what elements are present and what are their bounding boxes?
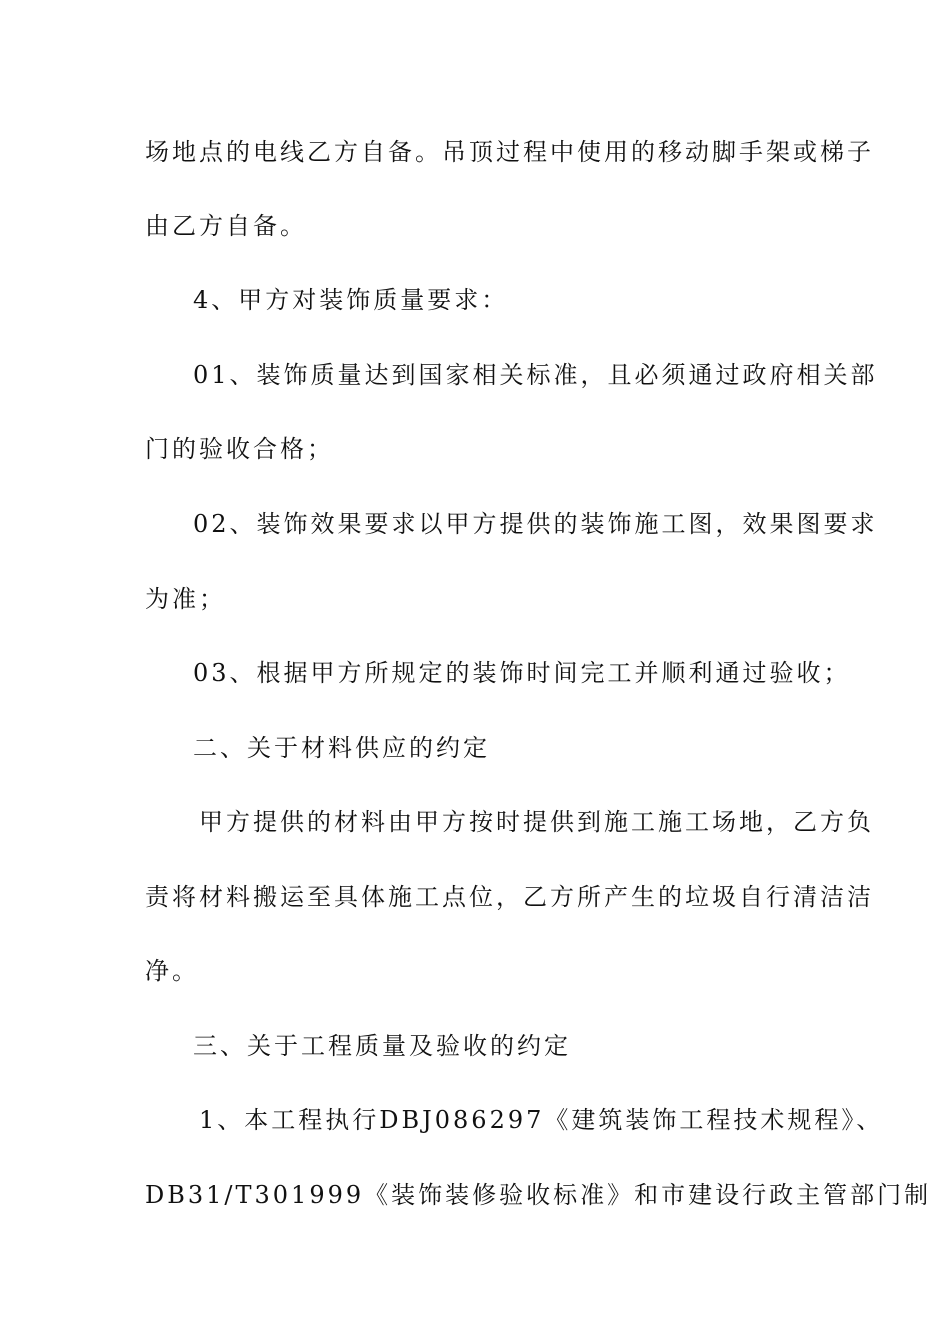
text-line: 甲方提供的材料由甲方按时提供到施工施工场地，乙方负 [199, 808, 874, 836]
text-line: 责将材料搬运至具体施工点位，乙方所产生的垃圾自行清洁洁 [145, 883, 874, 911]
text-line: 由乙方自备。 [145, 212, 307, 240]
text-line: 场地点的电线乙方自备。吊顶过程中使用的移动脚手架或梯子 [145, 138, 874, 166]
text-line: 02、装饰效果要求以甲方提供的装饰施工图，效果图要求 [193, 510, 878, 538]
text-line: 01、装饰质量达到国家相关标准，且必须通过政府相关部 [193, 361, 878, 389]
text-line: 4、甲方对装饰质量要求： [193, 286, 509, 314]
text-line: 1、本工程执行DBJ086297《建筑装饰工程技术规程》、 [199, 1106, 884, 1134]
text-line: 净。 [145, 957, 199, 985]
text-line: 为准； [145, 585, 226, 613]
text-line: DB31/T301999《装饰装修验收标准》和市建设行政主管部门制 [145, 1181, 932, 1209]
text-line: 门的验收合格； [145, 435, 334, 463]
text-line: 03、根据甲方所规定的装饰时间完工并顺利通过验收； [193, 659, 851, 687]
section-heading: 二、关于材料供应的约定 [193, 734, 490, 762]
section-heading: 三、关于工程质量及验收的约定 [193, 1032, 571, 1060]
